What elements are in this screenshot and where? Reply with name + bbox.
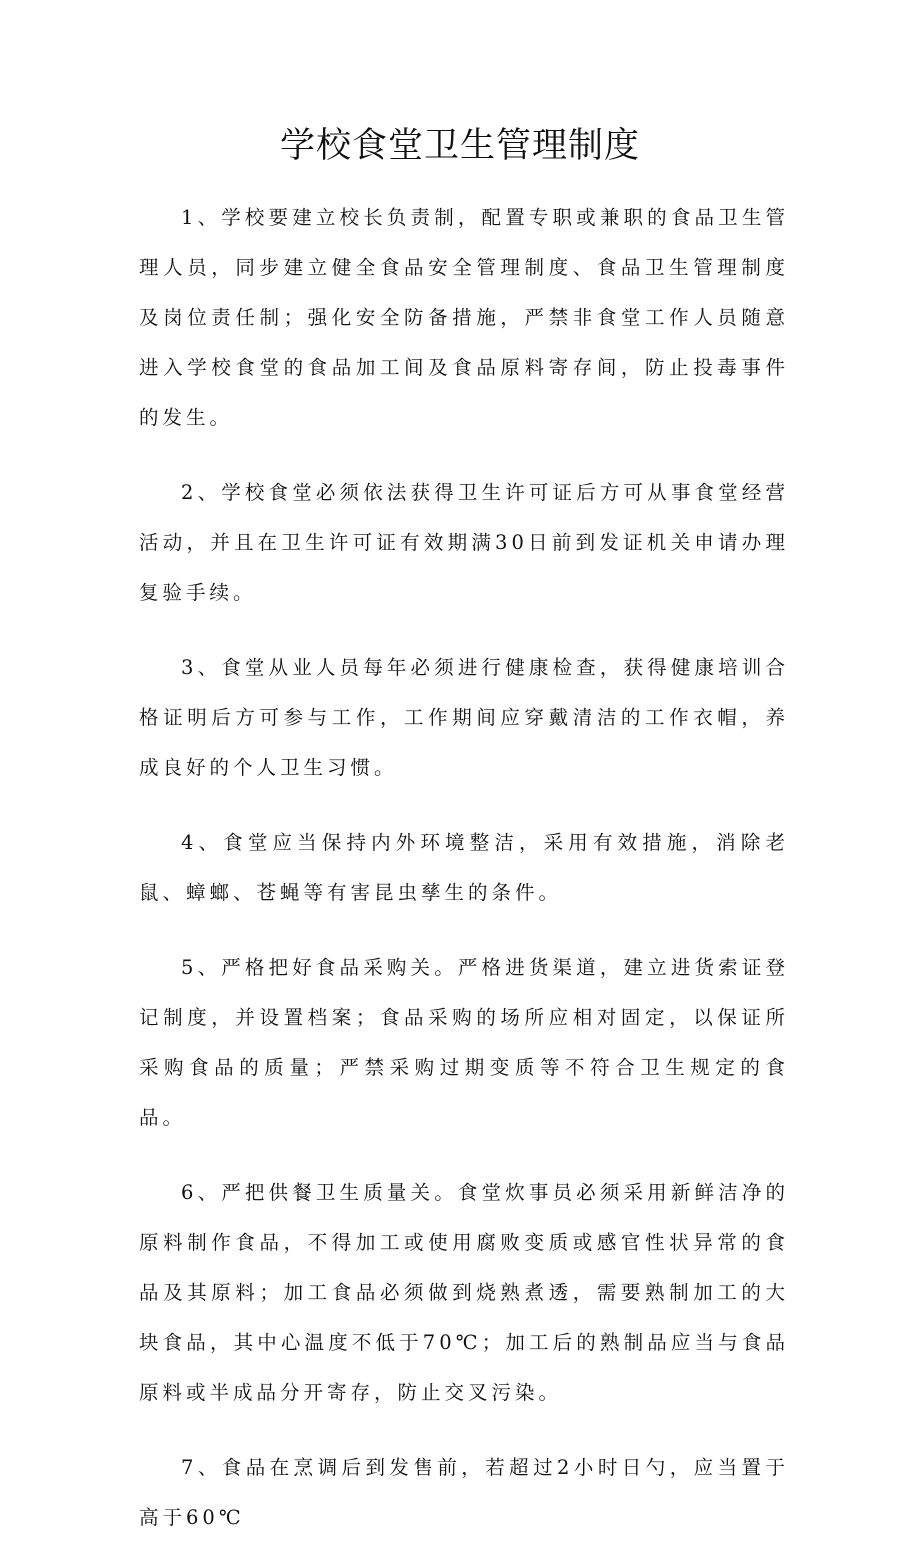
paragraph-7: 7、食品在烹调后到发售前，若超过2小时日勺，应当置于高于60℃ bbox=[139, 1456, 789, 1529]
paragraph-3: 3、食堂从业人员每年必须进行健康检查，获得健康培训合格证明后方可参与工作，工作期间应穿戴清洁的工作衣帽，养成良好的个人卫生习惯。 bbox=[139, 656, 789, 779]
paragraph-1: 1、学校要建立校长负责制，配置专职或兼职的食品卫生管理人员，同步建立健全食品安全管理制度、食品卫生管理制度及岗位责任制；强化安全防备措施，严禁非食堂工作人员随意进入学校食堂的食品加工间及食品原料寄存间，防止投毒事件的发生。 bbox=[139, 206, 789, 429]
paragraph-5: 5、严格把好食品采购关。严格进货渠道，建立进货索证登记制度，并设置档案；食品采购的场所应相对固定，以保证所采购食品的质量；严禁采购过期变质等不符合卫生规定的食品。 bbox=[139, 956, 789, 1129]
document-body bbox=[139, 193, 789, 1568]
paragraph-4: 4、食堂应当保持内外环境整洁，采用有效措施，消除老鼠、蟑螂、苍蝇等有害昆虫孳生的条件。 bbox=[139, 831, 789, 904]
paragraph-6: 6、严把供餐卫生质量关。食堂炊事员必须采用新鲜洁净的原料制作食品，不得加工或使用腐败变质或感官性状异常的食品及其原料；加工食品必须做到烧熟煮透，需要熟制加工的大块食品，其中心温度不低于70℃；加工后的熟制品应当与食品原料或半成品分开寄存，防止交叉污染。 bbox=[139, 1181, 789, 1404]
paragraph-2: 2、学校食堂必须依法获得卫生许可证后方可从事食堂经营活动，并且在卫生许可证有效期满30日前到发证机关申请办理复验手续。 bbox=[139, 481, 789, 604]
document-title: 学校食堂卫生管理制度 bbox=[279, 126, 640, 166]
